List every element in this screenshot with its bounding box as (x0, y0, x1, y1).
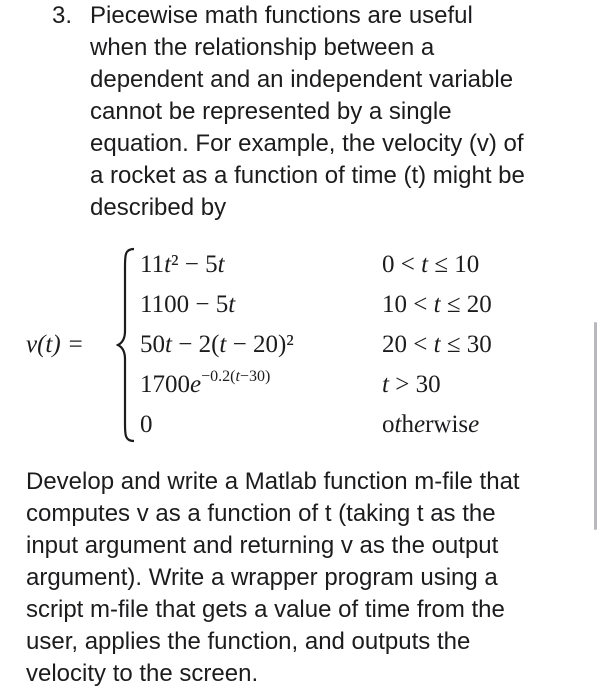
task-line: argument). Write a wrapper program using a (26, 564, 498, 591)
task-line: script m-file that gets a value of time from the (26, 596, 505, 623)
task-line: user, applies the function, and outputs the (26, 628, 471, 655)
problem-task (26, 466, 586, 690)
task-line: input argument and returning v as the output (26, 532, 499, 559)
case-condition: 20 < t ≤ 30 (382, 331, 492, 358)
case-expression: 50t − 2(t − 20)² (140, 331, 294, 358)
problem-intro-text (90, 0, 525, 224)
case-expression: $1700e^{-0.2(t-30)}$ (140, 367, 271, 398)
left-brace-icon (116, 247, 136, 443)
case-condition: 0 < t ≤ 10 (382, 251, 480, 278)
task-line: Develop and write a Matlab function m-file that (26, 468, 520, 495)
equation-conditions (382, 245, 492, 445)
case-expression: 0 (140, 411, 153, 438)
intro-line: a rocket as a function of time (t) might be (90, 162, 525, 189)
scrollbar-thumb[interactable] (594, 322, 597, 530)
case-expression: 11t² − 5t (140, 251, 225, 278)
equation-lhs-text: v(t) = (26, 331, 84, 358)
task-line: velocity to the screen. (26, 660, 259, 687)
problem-number: 3. (52, 2, 73, 29)
equation-cases (140, 245, 294, 445)
intro-line: equation. For example, the velocity (v) of (90, 130, 524, 157)
intro-line: described by (90, 194, 227, 221)
piecewise-equation (0, 245, 604, 445)
case-expression: 1100 − 5t (140, 291, 236, 318)
task-line: computes v as a function of t (taking t as the (26, 500, 496, 527)
intro-line: Piecewise math functions are useful (90, 2, 473, 29)
intro-line: dependent and an independent variable (90, 66, 514, 93)
case-condition: t > 30 (382, 371, 441, 398)
intro-line: when the relationship between a (90, 34, 435, 61)
case-condition: otherwise (382, 411, 480, 438)
equation-lhs (26, 325, 84, 365)
intro-line: cannot be represented by a single (90, 98, 452, 125)
case-condition: 10 < t ≤ 20 (382, 291, 492, 318)
